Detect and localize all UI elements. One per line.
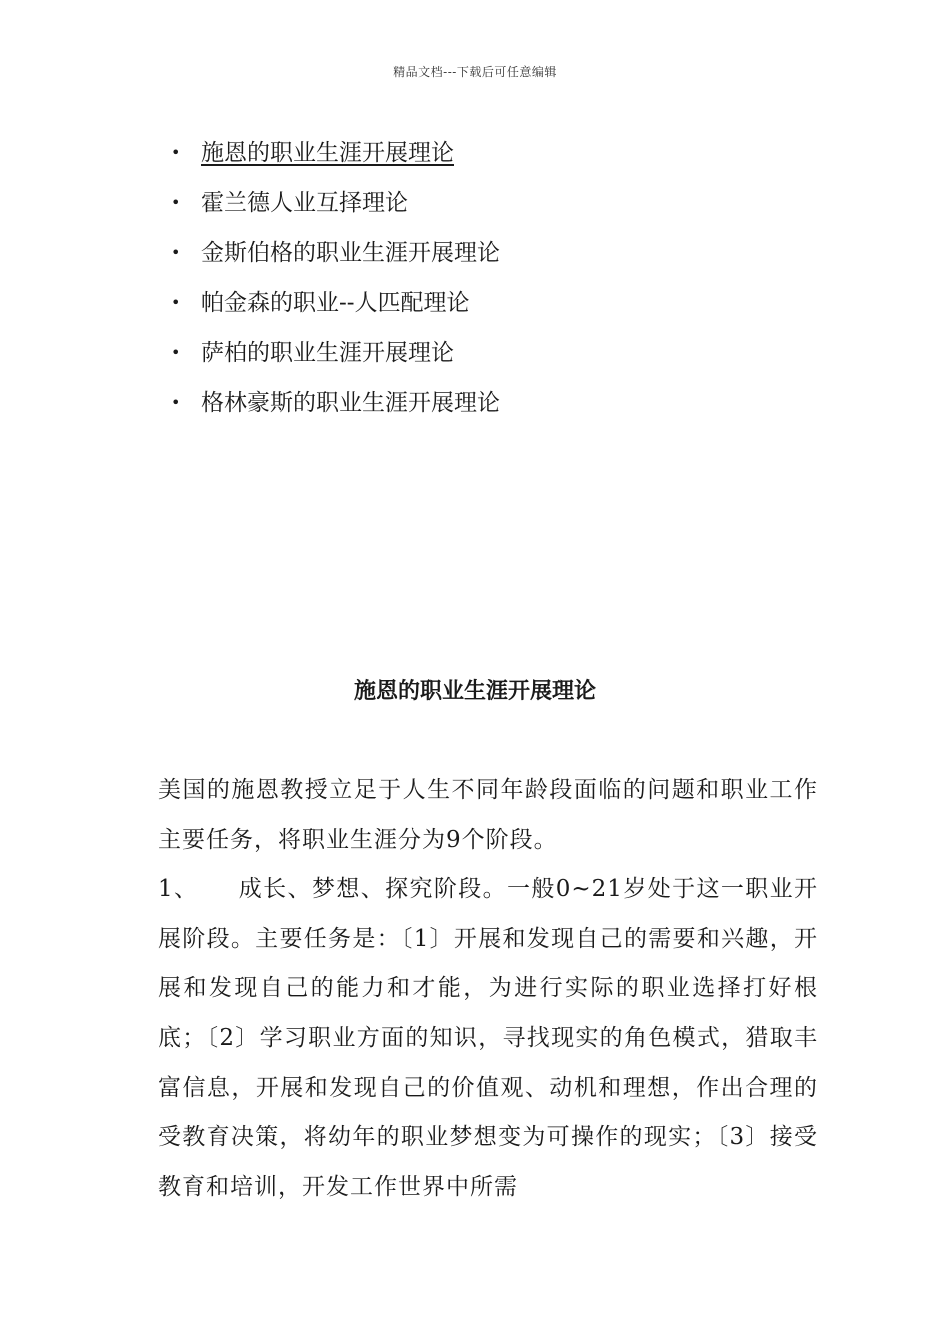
bullet-icon: •	[171, 243, 181, 262]
stage-1-number: 1、	[158, 876, 199, 903]
toc-label-holland: 霍兰德人业互择理论	[201, 190, 408, 216]
section-body	[158, 766, 818, 1212]
section-title: 施恩的职业生涯开展理论	[353, 678, 596, 704]
toc-item-greenhaus	[168, 383, 500, 433]
toc-label-ginzberg: 金斯伯格的职业生涯开展理论	[201, 240, 500, 266]
toc-link-schein[interactable]: 施恩的职业生涯开展理论	[201, 140, 454, 166]
intro-paragraph: 美国的施恩教授立足于人生不同年龄段面临的问题和职业工作主要任务，将职业生涯分为9个阶段。	[158, 777, 818, 853]
bullet-icon: •	[171, 393, 181, 412]
toc-label-super: 萨柏的职业生涯开展理论	[201, 340, 454, 366]
stage-1-paragraph	[158, 865, 818, 1212]
bullet-icon: •	[171, 143, 181, 162]
stage-1-text: 成长、梦想、探究阶段。一般0~21岁处于这一职业开展阶段。主要任务是：〔1〕开展和发现自己的需要和兴趣，开展和发现自己的能力和才能，为进行实际的职业选择打好根底；〔2〕学习职业方面的知识，寻找现实的角色模式，猎取丰富信息，开展和发现自己的价值观、动机和理想，作出合理的受教育决策，将幼年的职业梦想变为可操作的现实；〔3〕接受教育和培训，开发工作世界中所需	[158, 876, 818, 1200]
bullet-icon: •	[171, 193, 181, 212]
page-header: 精品文档---下载后可任意编辑	[393, 65, 557, 79]
toc-label-greenhaus: 格林豪斯的职业生涯开展理论	[201, 390, 500, 416]
toc-item-holland	[168, 183, 500, 233]
bullet-icon: •	[171, 343, 181, 362]
toc-item-ginzberg	[168, 233, 500, 283]
table-of-contents	[168, 133, 500, 433]
toc-item-parsons	[168, 283, 500, 333]
toc-item-schein[interactable]	[168, 133, 500, 183]
bullet-icon: •	[171, 293, 181, 312]
toc-item-super	[168, 333, 500, 383]
toc-label-parsons: 帕金森的职业--人匹配理论	[201, 290, 470, 316]
